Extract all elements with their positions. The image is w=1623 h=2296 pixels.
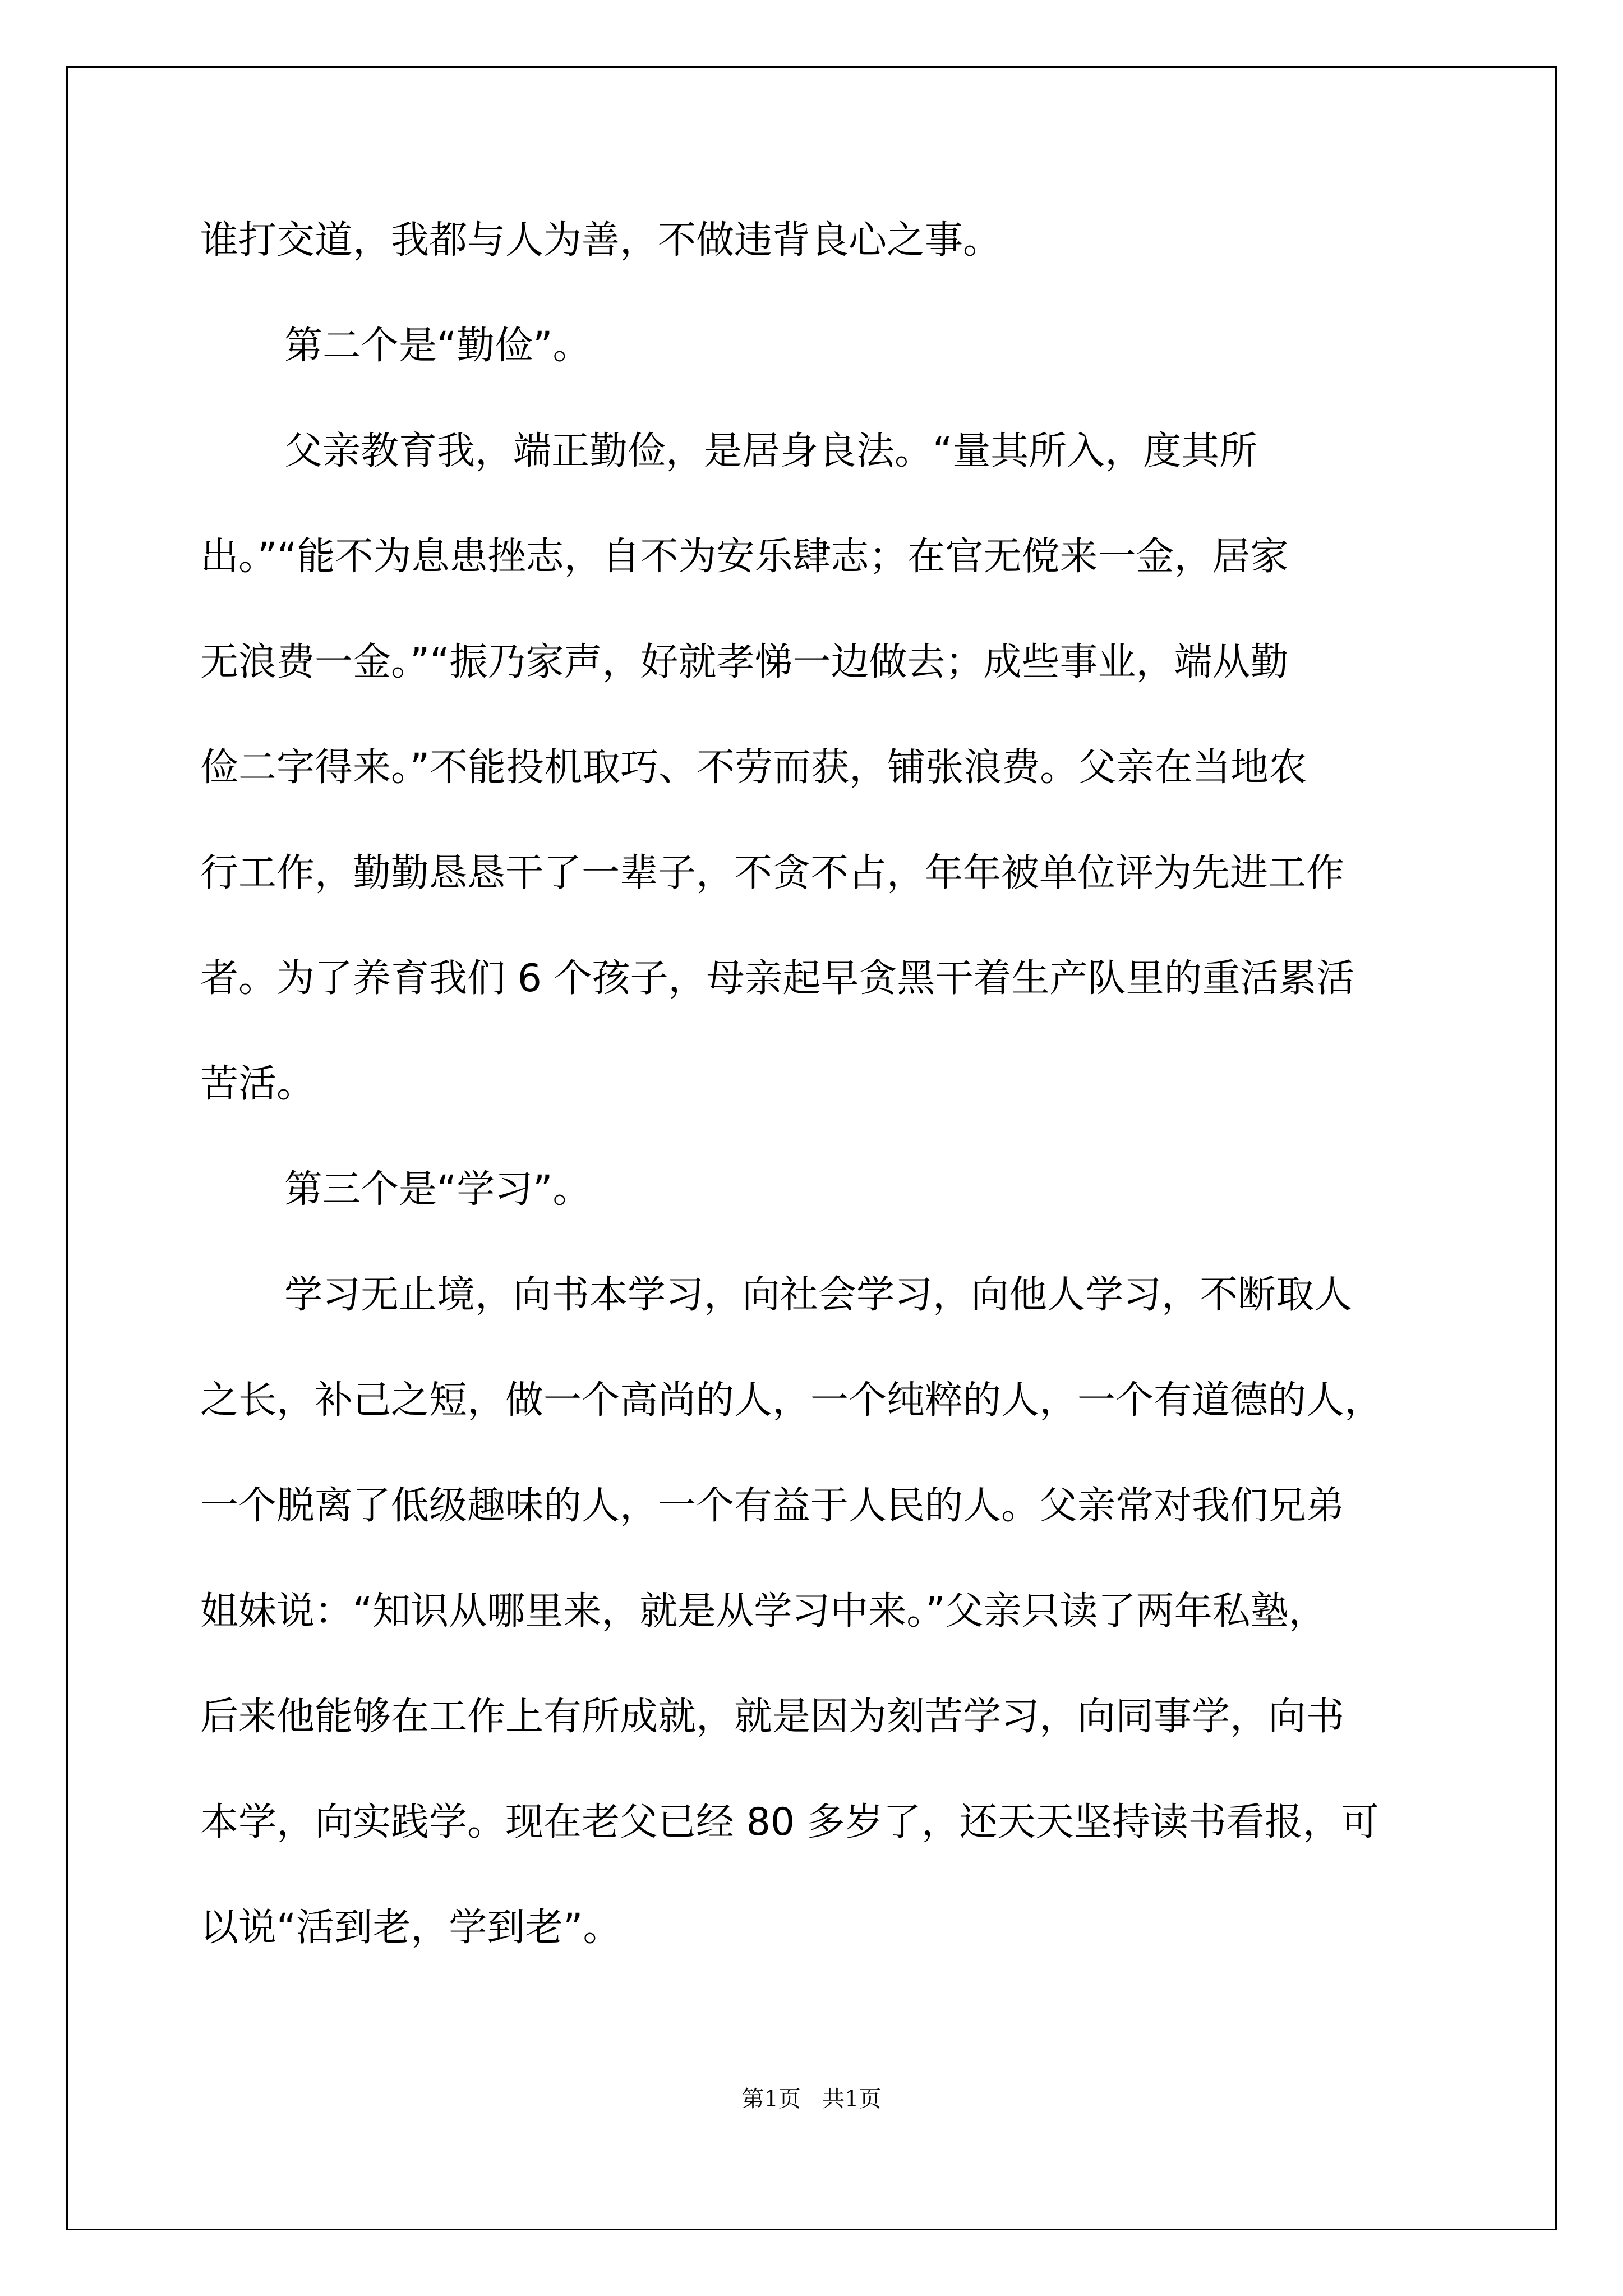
text-line: 父亲教育我，端正勤俭，是居身良法。“量其所入，度其所 (284, 429, 1258, 473)
text-line: 后来他能够在工作上有所成就，就是因为刻苦学习，向同事学，向书 (200, 1695, 1345, 1739)
text-line: 无浪费一金。”“振乃家声，好就孝悌一边做去；成些事业，端从勤 (200, 640, 1289, 684)
text-line: 姐妹说：“知识从哪里来，就是从学习中来。”父亲只读了两年私塾， (200, 1589, 1327, 1634)
text-line: 出。”“能不为息患挫志，自不为安乐肆志；在官无傥来一金，居家 (200, 535, 1289, 579)
paragraph-heading: 第二个是“勤俭”。 (284, 324, 591, 368)
text-line: 苦活。 (200, 1062, 315, 1106)
text-line: 本学，向实践学。现在老父已经 80 多岁了，还天天坚持读书看报，可 (200, 1800, 1379, 1844)
text-line: 之长，补己之短，做一个高尚的人，一个纯粹的人，一个有道德的人， (200, 1378, 1383, 1423)
text-line: 行工作，勤勤恳恳干了一辈子，不贪不占，年年被单位评为先进工作 (200, 851, 1345, 895)
text-line: 一个脱离了低级趣味的人，一个有益于人民的人。父亲常对我们兄弟 (200, 1484, 1345, 1528)
page-footer (0, 2081, 1623, 2113)
paragraph-heading: 第三个是“学习”。 (284, 1167, 591, 1212)
text-line: 俭二字得来。”不能投机取巧、不劳而获，铺张浪费。父亲在当地农 (200, 746, 1307, 790)
page-number: 第1页 共1页 (741, 2086, 882, 2112)
text-line: 以说“活到老，学到老”。 (200, 1906, 621, 1950)
text-line: 学习无止境，向书本学习，向社会学习，向他人学习，不断取人 (284, 1273, 1353, 1317)
text-line: 谁打交道，我都与人为善，不做违背良心之事。 (200, 218, 1002, 263)
document-body (200, 218, 1462, 2014)
text-line: 者。为了养育我们 6 个孩子，母亲起早贪黑干着生产队里的重活累活 (200, 956, 1355, 1001)
